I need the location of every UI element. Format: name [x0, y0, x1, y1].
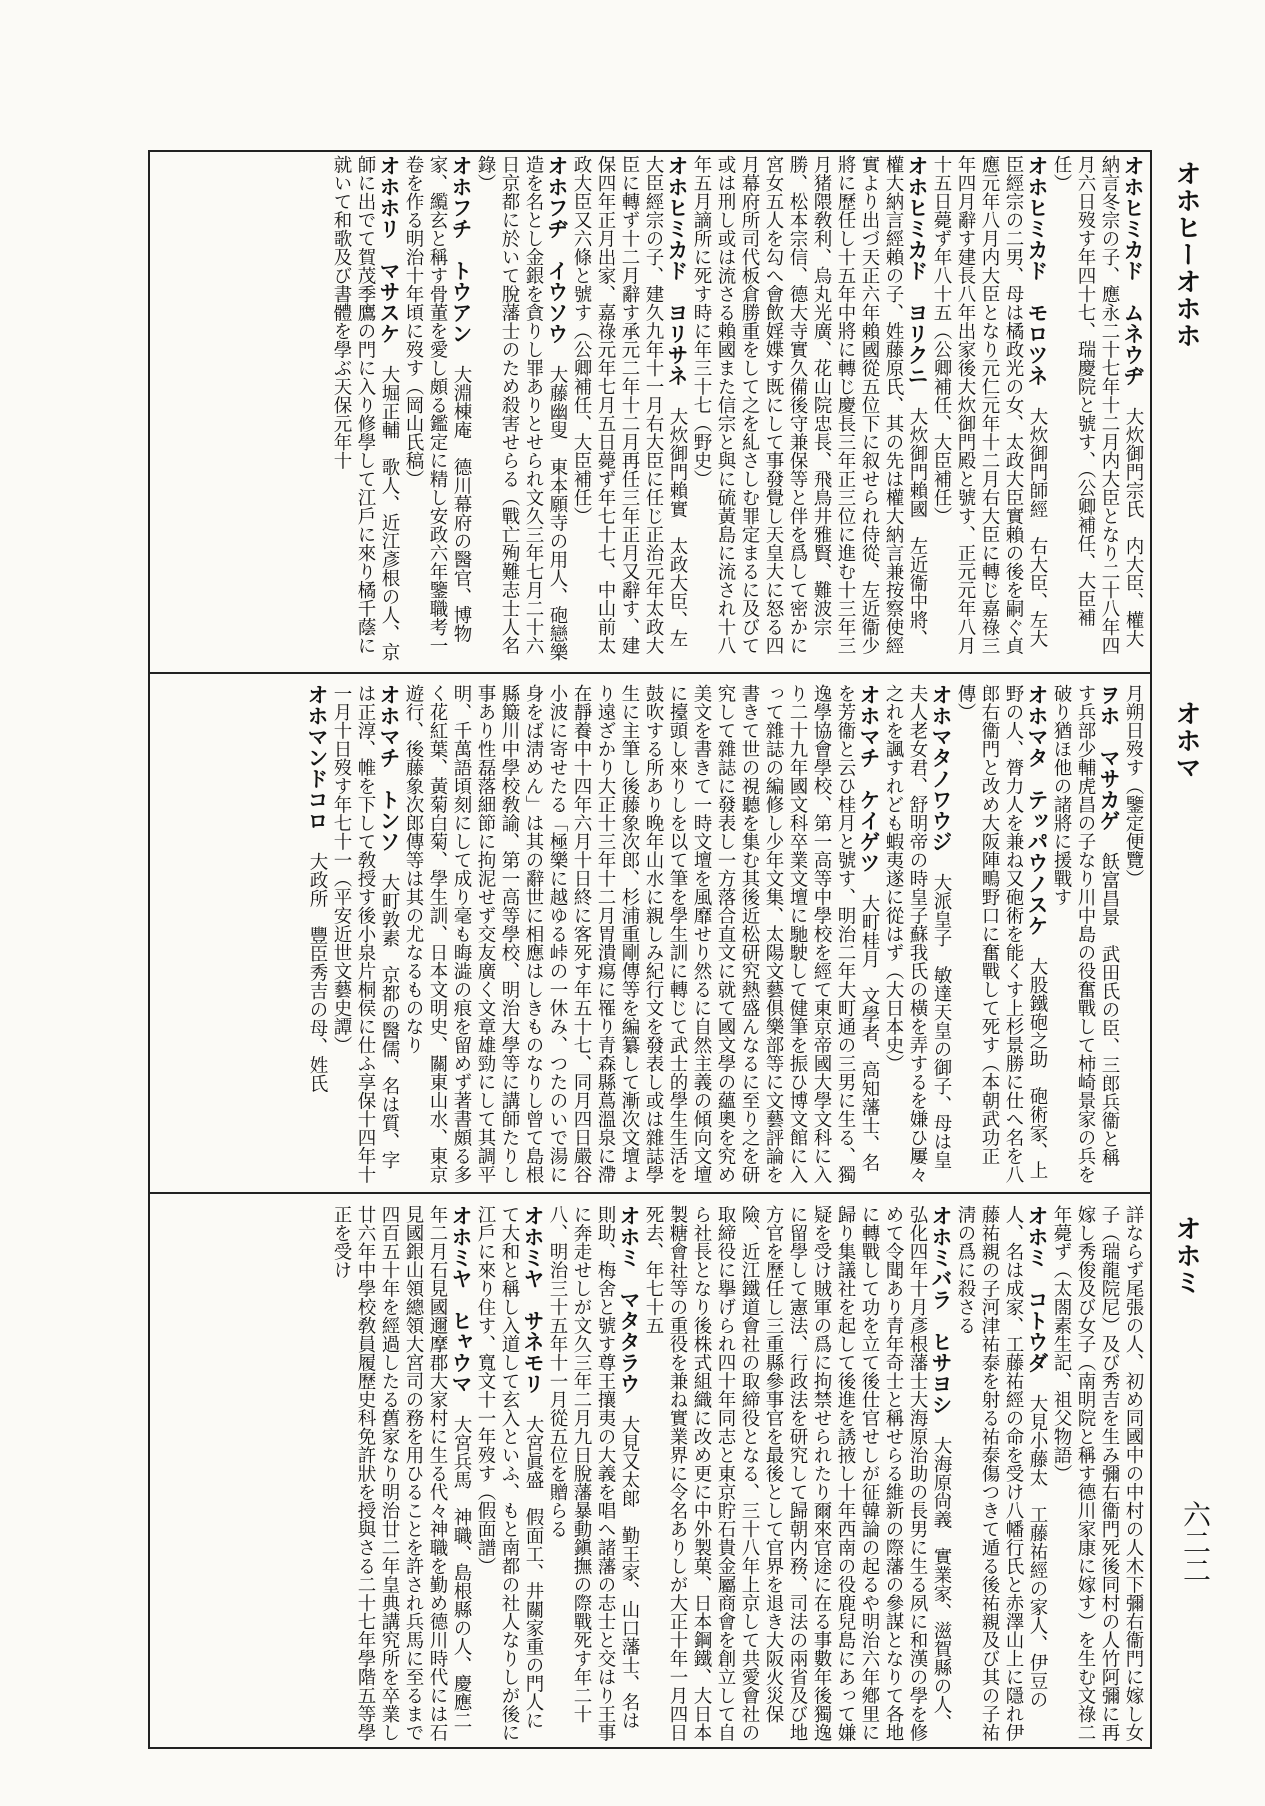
entry-heading: オホヒミカド ムネウヂ [1121, 155, 1145, 407]
entry-body: 大宮眞盛 假面工、井關家重の門人にて大和と稱し入道して玄入といふ、もと南都の社人なりしが後に江戶に來り住す、寬文十一年歿す（假面譜） [475, 1205, 544, 1742]
entry-body: 詳ならず尾張の人、初め同國中の中村の人木下彌右衞門に嫁し女子（瑞龍院尼）及び秀吉を生み彌右衞門死後同村の人竹阿彌に再嫁し秀俊及び女子（南明院と稱す德川家康に嫁す）を生む文祿二年薨ず（太閤素生記、祖父物語） [1051, 1205, 1144, 1742]
entry-body: 大見小藤太 工藤祐經の家人、伊豆の人、名は成家、工藤祐經の命を受け八幡行氏と赤澤山上に隱れ伊藤祐親の子河津祐泰を射る祐泰傷つきて遁る後祐親及び其の子祐淸の爲に殺さる [955, 1205, 1048, 1742]
entry-body: 飫富昌景 武田氏の臣、三郎兵衞と稱す兵部少輔虎昌の子なり川中島の役奮戰して柿崎景家の兵を破り猶ほ他の諸將に援戰す [1051, 684, 1120, 1184]
entry-heading: オホマンドコロ [305, 684, 329, 852]
dictionary-entry [1051, 155, 1144, 655]
section-divider [148, 1192, 1152, 1194]
entry-heading: オホミヤ ヒャウマ [449, 1205, 473, 1415]
dictionary-entry [955, 1205, 1048, 1742]
running-head-section-3: オホミ [1171, 1215, 1201, 1296]
entry-body: 大宮兵馬 神職、島根縣の人、慶應二年二月石見國邇摩郡大家村に生る代々神職を勤め德川時代には石見國銀山領總領大宮司の務を用ひることを許され兵馬に至るまで四百五十年を經過したる舊家なり明治廿二年皇典講究所を卒業し廿六年中學校敎員履歷史科免許狀を授與さる二十七年學階五等學正を受け [331, 1205, 472, 1742]
running-head-section-2: オホマ [1171, 700, 1201, 781]
dictionary-entry [1051, 684, 1120, 1184]
section-1 [155, 155, 1145, 663]
entry-body: 大炊御門賴國 左近衞中將、權大納言經賴の子、姓藤原氏、其の先は權大納言兼按察使經實より出づ天正六年賴國從五位下に叙せられ侍從、左近衞少將に歷任し十五年中將に轉じ慶長三年正三位に進む十三年三月猪隈敎利、烏丸光廣、花山院忠長、飛鳥井雅賢、難波宗勝、松本宗信、德大寺實久備後守兼保等と伴を爲して密かに宮女五人を勾へ會飲婬媟す既にして事發覺し天皇大に怒る四月幕府所司代板倉勝重をして之を糺さしむ罪定まるに及びて或は刑し或は流さる賴國また信宗と與に硫黃島に流され十八年五月謫所に死す時に年三十七（野史） [691, 155, 928, 655]
entry-heading: オホマタノワウジ [929, 684, 953, 873]
entry-body: 大派皇子 敏達天皇の御子、母は皇夫人老女君、舒明帝の時皇子蘇我氏の橫を弄するを嫌ひ屢々之れを諷すれども蝦夷遂に從はず（大日本史） [883, 684, 952, 1184]
entry-body: 大政所 豐臣秀吉の母、姓氏 [307, 852, 328, 1093]
entry-body: 大堀正輔 歌人、近江彥根の人、京師に出でて賀茂季鷹の門に入り修學して江戶に來り橘千蔭に就いて和歌及び書體を學ぶ天保元年十 [331, 155, 400, 661]
dictionary-entry [475, 155, 568, 661]
dictionary-entry [571, 155, 688, 655]
entry-heading: オホヒミカド ヨリサネ [665, 155, 689, 407]
dictionary-entry [307, 684, 328, 1093]
entry-body: 大股鐵砲之助 砲術家、上野の人、膂力人を兼ね又砲術を能くす上杉景勝に仕へ名を八郎右衞門と改め大阪陣鴫野口に奮戰して死す（本朝武功正傳） [955, 684, 1048, 1184]
entry-body: 大海原尙義 實業家、滋賀縣の人、弘化四年十月彥根藩士大海原治助の長男に生る夙に和漢の學を修めて令聞あり青年奇士と稱せらる維新の際藩の參謀となりて各地に轉戰して功を立て後仕官せしが征韓論の起るや明治六年鄕里に歸り集議社を起して後進を誘掖し十年西南の役鹿兒島にあって嫌疑を受け賊軍の爲に拘禁せられたり爾來官途に在る事數年後獨逸に留學して憲法、行政法を研究して歸朝内務、司法の兩省及び地方官を歷任し三重縣參事官を最後として官界を退き大阪火災保險、近江鐵道會社の取締役となる、三十八年上京して共愛會社の取締役に擧げられ四十年同志と東京貯石貴金屬商會を創立して自ら社長となり後株式組織に改め更に中外製菓、日本鋼鐵、大日本製糖會社等の重役を兼ね實業界に令名ありしが大正十年一月四日死去、年七十五 [643, 1205, 952, 1742]
entry-heading: オホマチ トンソ [377, 684, 401, 873]
section-2 [155, 684, 1145, 1184]
dictionary-entry [403, 684, 880, 1184]
entry-heading: オホミヤ サネモリ [521, 1205, 545, 1415]
entry-body: 大炊御門賴實 太政大臣、左大臣經宗の子、建久九年十一月右大臣に任じ正治元年太政大臣に轉ず十二月辭す承元二年十二月再任三年正月又辭す、建保四年正月出家、嘉祿元年七月五日薨ず年七十七、中山前太政大臣又六條と號す（公卿補任、大臣補任） [571, 155, 688, 655]
dictionary-entry [547, 1205, 640, 1742]
dictionary-entry [331, 684, 400, 1184]
section-divider [148, 672, 1152, 674]
page-number: 六二二 [1179, 1500, 1212, 1584]
entry-body: 大町敦素 京都の醫儒、名は質、字は正淳、帷を下して敎授す後小泉片桐侯に仕ふ享保十四年十一月十日歿す年七十一（平安近世文藝史譚） [331, 684, 400, 1184]
dictionary-entry [883, 684, 952, 1184]
dictionary-entry [475, 1205, 544, 1742]
dictionary-entry [1123, 684, 1144, 888]
dictionary-entry [331, 155, 400, 661]
entry-heading: オホミ マタタラウ [617, 1205, 641, 1415]
entry-body: 大炊御門宗氏 内大臣、權大納言冬宗の子、應永二十七年十二月内大臣となり二十八年四月六日歿す年四十七、瑞慶院と號す、（公卿補任、大臣補任） [1051, 155, 1144, 655]
dictionary-entry [931, 155, 1048, 655]
dictionary-entry [955, 684, 1048, 1184]
dictionary-entry [403, 155, 472, 655]
entry-heading: オホヒミカド モロツネ [1025, 155, 1049, 407]
entry-heading: オホマチ ケイゲツ [857, 684, 881, 894]
dictionary-entry [643, 1205, 952, 1742]
dictionary-entry [691, 155, 928, 655]
entry-heading: オホマタ テッパウノスケ [1025, 684, 1049, 957]
entry-heading: ヲホ マサカゲ [1097, 684, 1121, 852]
entry-heading: オホフヂ イウソウ [545, 155, 569, 365]
entry-heading: オホホリ マサスケ [377, 155, 401, 365]
dictionary-entry [331, 1205, 472, 1742]
entry-body: 大淵棟庵 德川幕府の醫官、博物家、䌫玄と稱す骨董を愛し頗る鑑定に精し安政六年鑒職考一卷を作る明治十年頃に歿す（岡山氏稿） [403, 155, 472, 655]
running-head-main: オホヒーオホホ [1171, 160, 1201, 349]
section-3 [155, 1205, 1145, 1742]
entry-body: 大町桂月 文學者、高知藩士、名を芳衞と云ひ桂月と號す、明治二年大町通の三男に生る、獨逸學協會學校、第一高等中學校を經て東京帝國大學文科に入り二十九年國文科卒業文壇に馳駛して健筆を振ひ博文館に入って雜誌の編修し少年文集、太陽文藝俱樂部等に文藝評論を書きて世の視聽を集む其後近松研究熱盛んなるに至り之を研究して雜誌に發表し一方落合直文に就て國文學の蘊奧を究め美文を書きて一時文壇を風靡せり然るに自然主義の傾向文壇に擡頭し來りしを以て筆を學生訓に轉じて武士的學生生活を鼓吹する所あり晚年山水に親しみ紀行文を發表し或は雜誌學生に主筆し後藤象次郎、杉浦重剛傳等を編纂して漸次文壇より遠ざかり大正十三年十二月胃潰瘍に罹り青森縣蔦溫泉に滯在靜養中十四年六月十日終に客死す年五十七、同月四日嚴谷小波に寄せたる「極樂に越ゆる峠の一休み、つたのいで湯に身をば淸めん」は其の辭世に相應はしきものなりし曾て島根縣簸川中學校敎諭、第一高等學校、明治大學等に講師たりし事あり性磊落細節に拘泥せず交友廣く文章雄勁にして其調平明、千萬語頃刻にして成り毫も晦澁の痕を留めず著書頗る多く花紅葉、黃菊白菊、學生訓、日本文明史、關東山水、東京遊行、後藤象次郎傳等は其の尤なるものなり [403, 684, 880, 1184]
entry-body: 大藤幽叟 東本願寺の用人、砲戀樂造を名とし金銀を貪りし罪ありとせられ文久三年七月二十六日京都に於いて脫藩士のため殺害せらる（戰亡殉難志士人名錄） [475, 155, 568, 661]
entry-body: 大炊御門師經 右大臣、左大臣經宗の二男、母は橘政光の女、太政大臣實賴の後を嗣ぐ貞應元年八月内大臣となり元仁元年十二月右大臣に轉じ嘉祿三年四月辭す建長八年出家後大炊御門殿と號す、正元元年八月十五日薨ず年八十五（公卿補任、大臣補任） [931, 155, 1048, 655]
dictionary-entry [1051, 1205, 1144, 1742]
entry-body: 大見又太郞 勤王家、山口藩士、名は則助、梅舍と號す尊王攘夷の大義を唱へ諸藩の志士と交はり王事に奔走せしが文久三年二月九日脫藩暴動鎭撫の際戰死す年二十八、明治三十五年十一月從五位を贈らる [547, 1205, 640, 1742]
entry-heading: オホヒミカド ヨリクニ [905, 155, 929, 407]
entry-body: 月朔日歿す（鑒定便覽） [1123, 684, 1144, 888]
entry-heading: オホミ コトウダ [1025, 1205, 1049, 1394]
entry-heading: オホミバラ ヒサヨシ [929, 1205, 953, 1436]
entry-heading: オホフチ トウアン [449, 155, 473, 365]
